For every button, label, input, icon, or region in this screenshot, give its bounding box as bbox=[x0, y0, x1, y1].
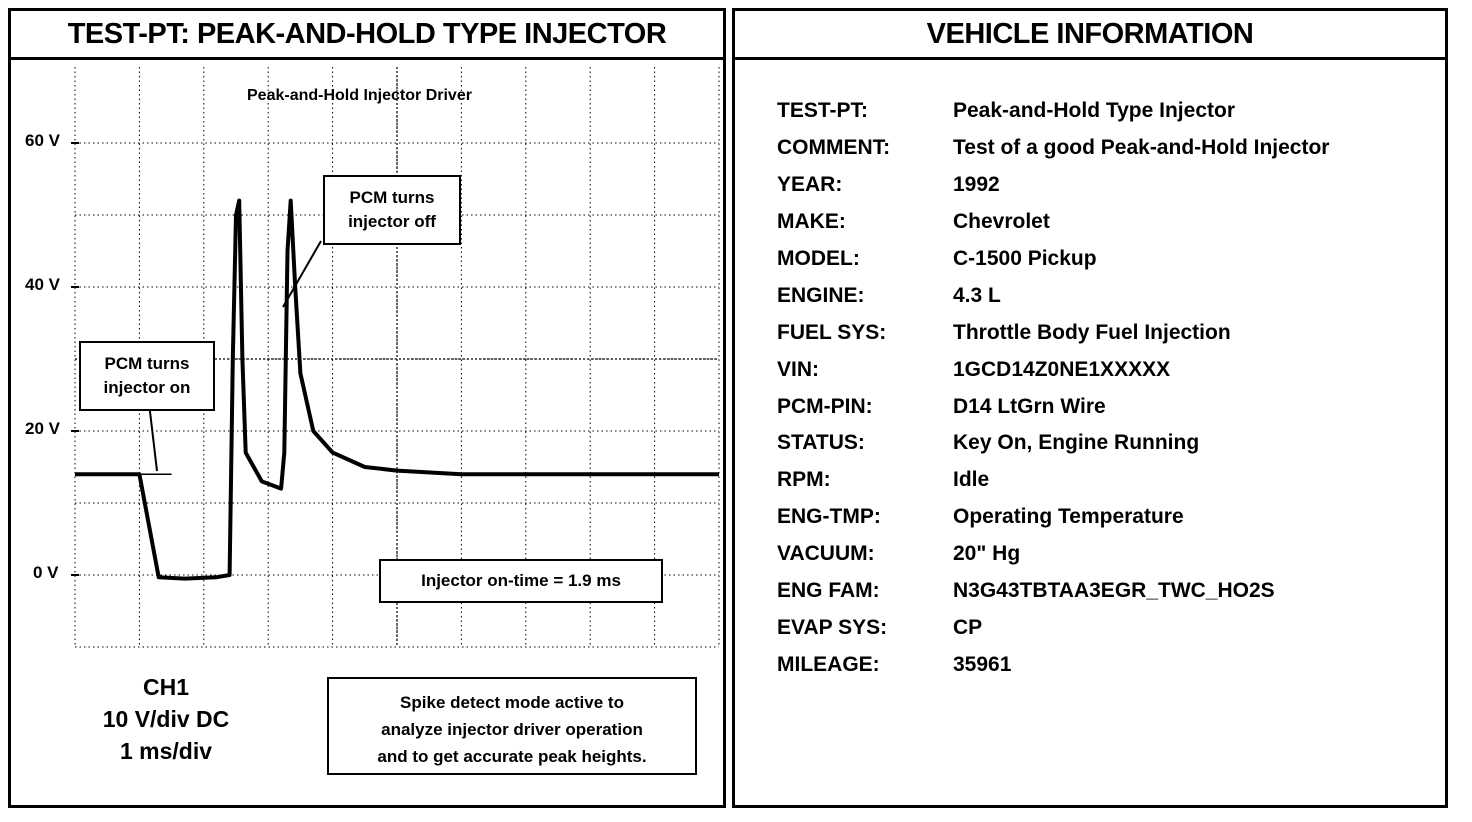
vehicle-info-row bbox=[777, 462, 1329, 499]
channel-time: 1 ms/div bbox=[119, 738, 213, 764]
vehicle-info-value: 4.3 L bbox=[953, 283, 1001, 307]
vehicle-info-row bbox=[777, 130, 1329, 167]
vehicle-info-list bbox=[777, 93, 1329, 683]
y-tick-label-60: 60 V bbox=[25, 131, 60, 150]
vehicle-info-key: VACUUM: bbox=[777, 542, 875, 566]
vehicle-info-value: Test of a good Peak-and-Hold Injector bbox=[953, 136, 1330, 160]
vehicle-info-key: MODEL: bbox=[777, 247, 860, 270]
vehicle-info-value: 20" Hg bbox=[953, 542, 1021, 566]
spike-line2: analyze injector driver operation bbox=[381, 720, 643, 739]
channel-volts: 10 V/div DC bbox=[102, 706, 230, 732]
vehicle-info-key: ENGINE: bbox=[777, 283, 865, 307]
chart-title: Peak-and-Hold Injector Driver bbox=[247, 87, 472, 104]
vehicle-info-key: VIN: bbox=[777, 357, 819, 381]
callout-on-line2: injector on bbox=[103, 378, 191, 397]
vehicle-info-panel bbox=[732, 8, 1448, 808]
vehicle-info-value: CP bbox=[953, 615, 983, 639]
vehicle-info-value: 35961 bbox=[953, 652, 1012, 676]
vehicle-info-value: D14 LtGrn Wire bbox=[953, 394, 1106, 418]
callout-on-pointer bbox=[149, 403, 157, 471]
vehicle-info-value: Throttle Body Fuel Injection bbox=[953, 320, 1231, 344]
vehicle-info-row bbox=[777, 241, 1329, 278]
channel-info bbox=[51, 671, 281, 767]
vehicle-info-key: TEST-PT: bbox=[777, 99, 869, 123]
vehicle-info-value: 1992 bbox=[953, 173, 1000, 197]
vehicle-info-key: MAKE: bbox=[777, 210, 846, 234]
vehicle-info-key: EVAP SYS: bbox=[777, 615, 888, 639]
scope-panel-title: TEST-PT: PEAK-AND-HOLD TYPE INJECTOR bbox=[11, 11, 723, 60]
vehicle-info-key: ENG FAM: bbox=[777, 579, 880, 603]
vehicle-info-value: Operating Temperature bbox=[953, 505, 1184, 529]
y-tick-label-20: 20 V bbox=[25, 419, 60, 438]
vehicle-info-row bbox=[777, 573, 1329, 610]
vehicle-info-row bbox=[777, 93, 1329, 130]
scope-panel bbox=[8, 8, 726, 808]
vehicle-info-row bbox=[777, 499, 1329, 536]
vehicle-info-key: RPM: bbox=[777, 468, 831, 492]
vehicle-info-key: COMMENT: bbox=[777, 136, 891, 160]
vehicle-info-row bbox=[777, 277, 1329, 314]
vehicle-info-row bbox=[777, 609, 1329, 646]
callout-on-time: Injector on-time = 1.9 ms bbox=[379, 559, 663, 603]
vehicle-info-value: N3G43TBTAA3EGR_TWC_HO2S bbox=[953, 579, 1275, 603]
vehicle-info-key: MILEAGE: bbox=[777, 652, 880, 676]
callout-spike-detect bbox=[327, 677, 697, 775]
vehicle-info-value: C-1500 Pickup bbox=[953, 247, 1097, 270]
vehicle-info-key: YEAR: bbox=[777, 173, 843, 197]
vehicle-info-value: Peak-and-Hold Type Injector bbox=[953, 99, 1235, 123]
vehicle-info-value: Key On, Engine Running bbox=[953, 431, 1200, 455]
vehicle-info-row bbox=[777, 167, 1329, 204]
vehicle-info-key: ENG-TMP: bbox=[777, 505, 881, 529]
vehicle-info-row bbox=[777, 425, 1329, 462]
spike-line3: and to get accurate peak heights. bbox=[377, 747, 647, 766]
vehicle-info-title: VEHICLE INFORMATION bbox=[735, 11, 1445, 60]
vehicle-info-row bbox=[777, 204, 1329, 241]
vehicle-info-row bbox=[777, 388, 1329, 425]
spike-line1: Spike detect mode active to bbox=[400, 693, 624, 712]
y-tick-label-40: 40 V bbox=[25, 275, 60, 294]
vehicle-info-key: PCM-PIN: bbox=[777, 394, 873, 418]
vehicle-info-row bbox=[777, 646, 1329, 683]
vehicle-info-row bbox=[777, 314, 1329, 351]
vehicle-info-row bbox=[777, 536, 1329, 573]
callout-injector-on bbox=[79, 341, 215, 411]
vehicle-info-row bbox=[777, 351, 1329, 388]
vehicle-info-key: FUEL SYS: bbox=[777, 320, 887, 344]
callout-injector-off bbox=[323, 175, 461, 245]
callout-on-line1: PCM turns bbox=[104, 354, 190, 373]
vehicle-info-key: STATUS: bbox=[777, 431, 865, 455]
vehicle-info-value: Chevrolet bbox=[953, 210, 1050, 234]
channel-name: CH1 bbox=[142, 674, 189, 700]
vehicle-info-value: 1GCD14Z0NE1XXXXX bbox=[953, 357, 1171, 381]
callout-off-line1: PCM turns bbox=[349, 188, 435, 207]
callout-off-line2: injector off bbox=[348, 212, 436, 231]
y-tick-label-0: 0 V bbox=[33, 563, 59, 582]
vehicle-info-value: Idle bbox=[953, 468, 990, 492]
